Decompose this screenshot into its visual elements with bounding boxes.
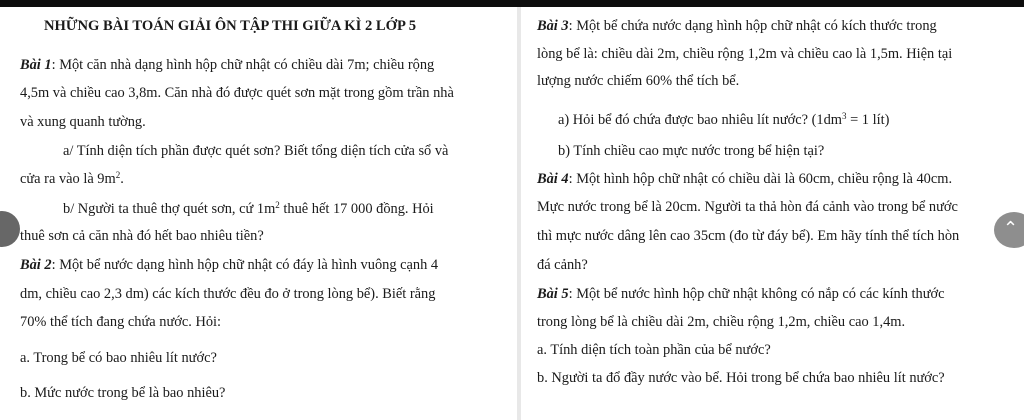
bai2-part-b: b. Mức nước trong bể là bao nhiêu?	[20, 385, 226, 401]
bai3-line-3: lượng nước chiếm 60% thể tích bể.	[537, 73, 740, 89]
bai1-part-b-text: b/ Người ta thuê thợ quét sơn, cứ 1m	[63, 201, 276, 217]
bai2-text-1: : Một bể nước dạng hình hộp chữ nhật có đáy là hình vuông cạnh 4	[51, 257, 439, 273]
right-page	[521, 7, 1024, 420]
superscript: 3	[841, 111, 847, 121]
bai5-label: Bài 5	[537, 286, 569, 302]
bai5-line-1	[537, 285, 945, 303]
bai5-part-b: b. Người ta đổ đầy nước vào bể. Hỏi trong bể chứa bao nhiêu lít nước?	[537, 370, 945, 386]
bai3-line-1	[537, 17, 937, 35]
bai1-label: Bài 1	[20, 57, 52, 73]
bai2-line-3: 70% thể tích đang chứa nước. Hỏi:	[20, 314, 222, 330]
bai5-text-1: : Một bể nước hình hộp chữ nhật không có nắp có các kính thước	[568, 286, 945, 302]
bai1-part-b-line-2: thuê sơn cả căn nhà đó hết bao nhiêu tiền?	[20, 228, 264, 244]
superscript: 2	[115, 170, 121, 180]
bai1-part-b-end: thuê hết 17 000 đồng. Hỏi	[279, 201, 434, 217]
bai4-line-1	[537, 170, 952, 188]
bai3-part-a-end: = 1 lít)	[846, 112, 890, 128]
top-bar	[0, 0, 1024, 7]
bai3-text-1: : Một bể chứa nước dạng hình hộp chữ nhật có kích thước trong	[568, 18, 937, 34]
bai3-line-2: lòng bể là: chiều dài 2m, chiều rộng 1,2m và chiều cao là 1,5m. Hiện tại	[537, 46, 953, 62]
bai1-line-2: 4,5m và chiều cao 3,8m. Căn nhà đó được quét sơn mặt trong gồm trần nhà	[20, 85, 454, 101]
bai3-part-a-text: a) Hỏi bể đó chứa được bao nhiêu lít nước? (1dm	[558, 112, 842, 128]
left-page	[0, 7, 517, 420]
superscript: 2	[275, 200, 280, 210]
bai2-line-1	[20, 256, 438, 274]
bai4-label: Bài 4	[537, 171, 569, 187]
bai4-text-1: : Một hình hộp chữ nhật có chiều dài là 60cm, chiều rộng là 40cm.	[568, 171, 953, 187]
bai3-part-b: b) Tính chiều cao mực nước trong bể hiện tại?	[558, 143, 825, 159]
bai1-line-1	[20, 56, 434, 74]
bai4-line-4: đá cảnh?	[537, 257, 588, 273]
bai3-label: Bài 3	[537, 18, 569, 34]
bai1-part-a-text: cửa ra vào là 9m	[20, 171, 116, 187]
bai5-line-2: trong lòng bể là chiều dài 2m, chiều rộng 1,2m, chiều cao 1,4m.	[537, 314, 906, 330]
bai1-part-a-line-2	[20, 170, 124, 188]
bai3-part-a	[558, 111, 889, 129]
document-title: NHỮNG BÀI TOÁN GIẢI ÔN TẬP THI GIỮA KÌ 2 LỚP 5	[44, 18, 417, 34]
bai4-line-2: Mực nước trong bể là 20cm. Người ta thả hòn đá cảnh vào trong bể nước	[537, 199, 958, 215]
bai1-line-3: và xung quanh tường.	[20, 114, 146, 130]
bai2-line-2: dm, chiều cao 2,3 dm) các kích thước đều đo ở trong lòng bể). Biết rằng	[20, 286, 436, 302]
bai2-label: Bài 2	[20, 257, 52, 273]
bai1-text-1: : Một căn nhà dạng hình hộp chữ nhật có chiều dài 7m; chiều rộng	[51, 57, 435, 73]
bai1-part-a-end: .	[120, 171, 124, 187]
bai2-part-a: a. Trong bể có bao nhiêu lít nước?	[20, 350, 217, 366]
chevron-up-icon: ⌃	[1003, 218, 1019, 239]
bai1-part-a-line-1: a/ Tính diện tích phần được quét sơn? Biết tổng diện tích cửa sổ và	[63, 143, 449, 159]
bai1-part-b-line-1	[63, 200, 434, 218]
bai4-line-3: thì mực nước dâng lên cao 35cm (đo từ đáy bể). Em hãy tính thể tích hòn	[537, 228, 960, 244]
bai5-part-a: a. Tính diện tích toàn phần của bể nước?	[537, 342, 771, 358]
